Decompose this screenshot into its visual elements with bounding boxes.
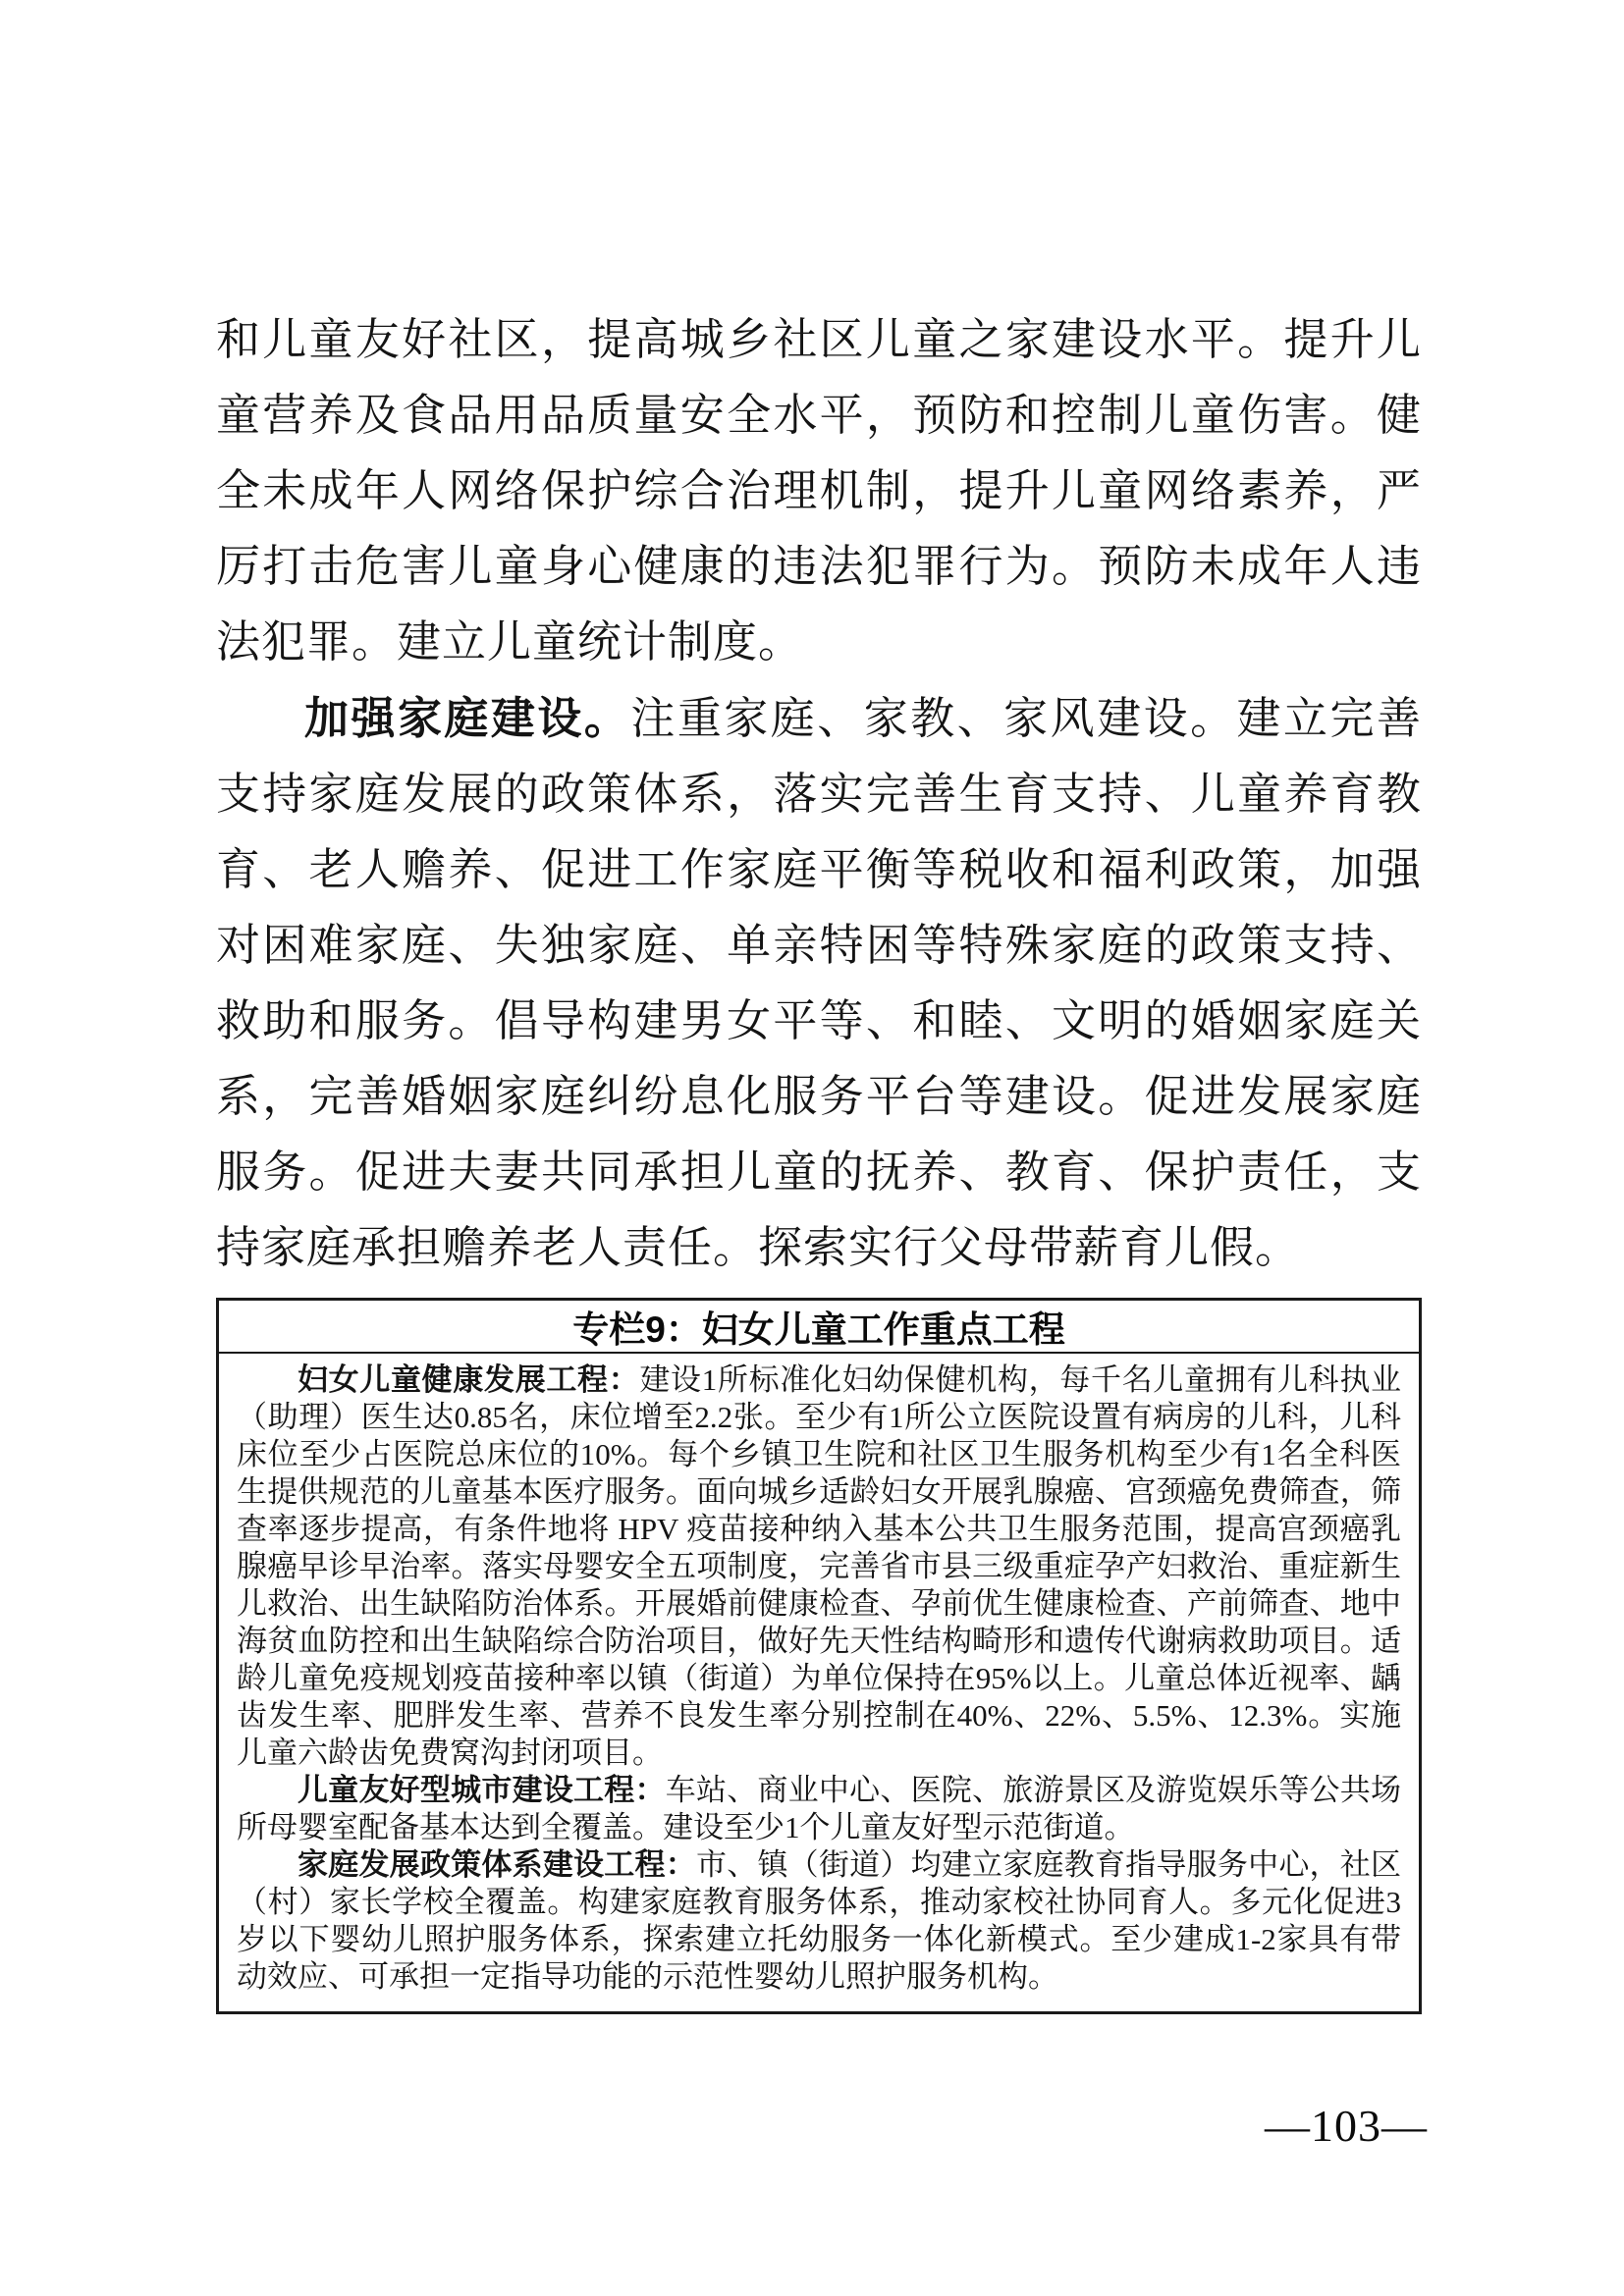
body-paragraph-2-text: 注重家庭、家教、家风建设。建立完善支持家庭发展的政策体系，落实完善生育支持、儿童养育教育、老人赡养、促进工作家庭平衡等税收和福利政策，加强对困难家庭、失独家庭、单亲特困等特殊家庭的政策支持、救助和服务。倡导构建男女平等、和睦、文明的婚姻家庭关系，完善婚姻家庭纠纷息化服务平台等建设。促进发展家庭服务。促进夫妻共同承担儿童的抚养、教育、保护责任，支持家庭承担赡养老人责任。探索实行父母带薪育儿假。 [216,694,1422,1272]
panel-paragraph-1-lead: 妇女儿童健康发展工程： [298,1362,640,1397]
page-number: —103— [1265,2101,1428,2151]
panel-paragraph-health-project [237,1362,1401,1772]
panel-paragraph-2-text: 车站、商业中心、医院、旅游景区及游览娱乐等公共场所母婴室配备基本达到全覆盖。建设至少1个儿童友好型示范街道。 [237,1773,1402,1844]
body-paragraph-1-text: 和儿童友好社区，提高城乡社区儿童之家建设水平。提升儿童营养及食品用品质量安全水平，预防和控制儿童伤害。健全未成年人网络保护综合治理机制，提升儿童网络素养，严厉打击危害儿童身心健康的违法犯罪行为。预防未成年人违法犯罪。建立儿童统计制度。 [216,315,1422,667]
body-text-column [216,302,1422,1286]
panel-paragraph-1-text: 建设1所标准化妇幼保健机构，每千名儿童拥有儿科执业（助理）医生达0.85名，床位增至2.2张。至少有1所公立医院设置有病房的儿科，儿科床位至少占医院总床位的10%。每个乡镇卫生院和社区卫生服务机构至少有1名全科医生提供规范的儿童基本医疗服务。面向城乡适龄妇女开展乳腺癌、宫颈癌免费筛查，筛查率逐步提高，有条件地将 HPV 疫苗接种纳入基本公共卫生服务范围，提高宫颈癌乳腺癌早诊早治率。落实母婴安全五项制度，完善省市县三级重症孕产妇救治、重症新生儿救治、出生缺陷防治体系。开展婚前健康检查、孕前优生健康检查、产前筛查、地中海贫血防控和出生缺陷综合防治项目，做好先天性结构畸形和遗传代谢病救助项目。适龄儿童免疫规划疫苗接种率以镇（街道）为单位保持在95%以上。儿童总体近视率、龋齿发生率、肥胖发生率、营养不良发生率分别控制在40%、22%、5.5%、12.3%。实施儿童六龄齿免费窝沟封闭项目。 [237,1362,1402,1770]
body-paragraph-continuation [216,302,1422,680]
body-paragraph-2-lead: 加强家庭建设。 [304,693,631,743]
panel-paragraph-family-policy-system [237,1846,1401,1996]
panel-paragraph-child-friendly-city [237,1772,1401,1846]
panel-paragraph-3-text: 市、镇（街道）均建立家庭教育指导服务中心，社区（村）家长学校全覆盖。构建家庭教育服务体系，推动家校社协同育人。多元化促进3岁以下婴幼儿照护服务体系，探索建立托幼服务一体化新模式。至少建成1-2家具有带动效应、可承担一定指导功能的示范性婴幼儿照护服务机构。 [237,1847,1402,1994]
panel-body [219,1354,1419,2011]
panel-paragraph-3-lead: 家庭发展政策体系建设工程： [298,1847,696,1882]
panel-title: 专栏9：妇女儿童工作重点工程 [572,1309,1065,1350]
panel-title-row [219,1301,1419,1354]
panel-paragraph-2-lead: 儿童友好型城市建设工程： [298,1773,666,1807]
column-9-key-projects-panel [216,1298,1422,2014]
body-paragraph-family [216,680,1422,1286]
